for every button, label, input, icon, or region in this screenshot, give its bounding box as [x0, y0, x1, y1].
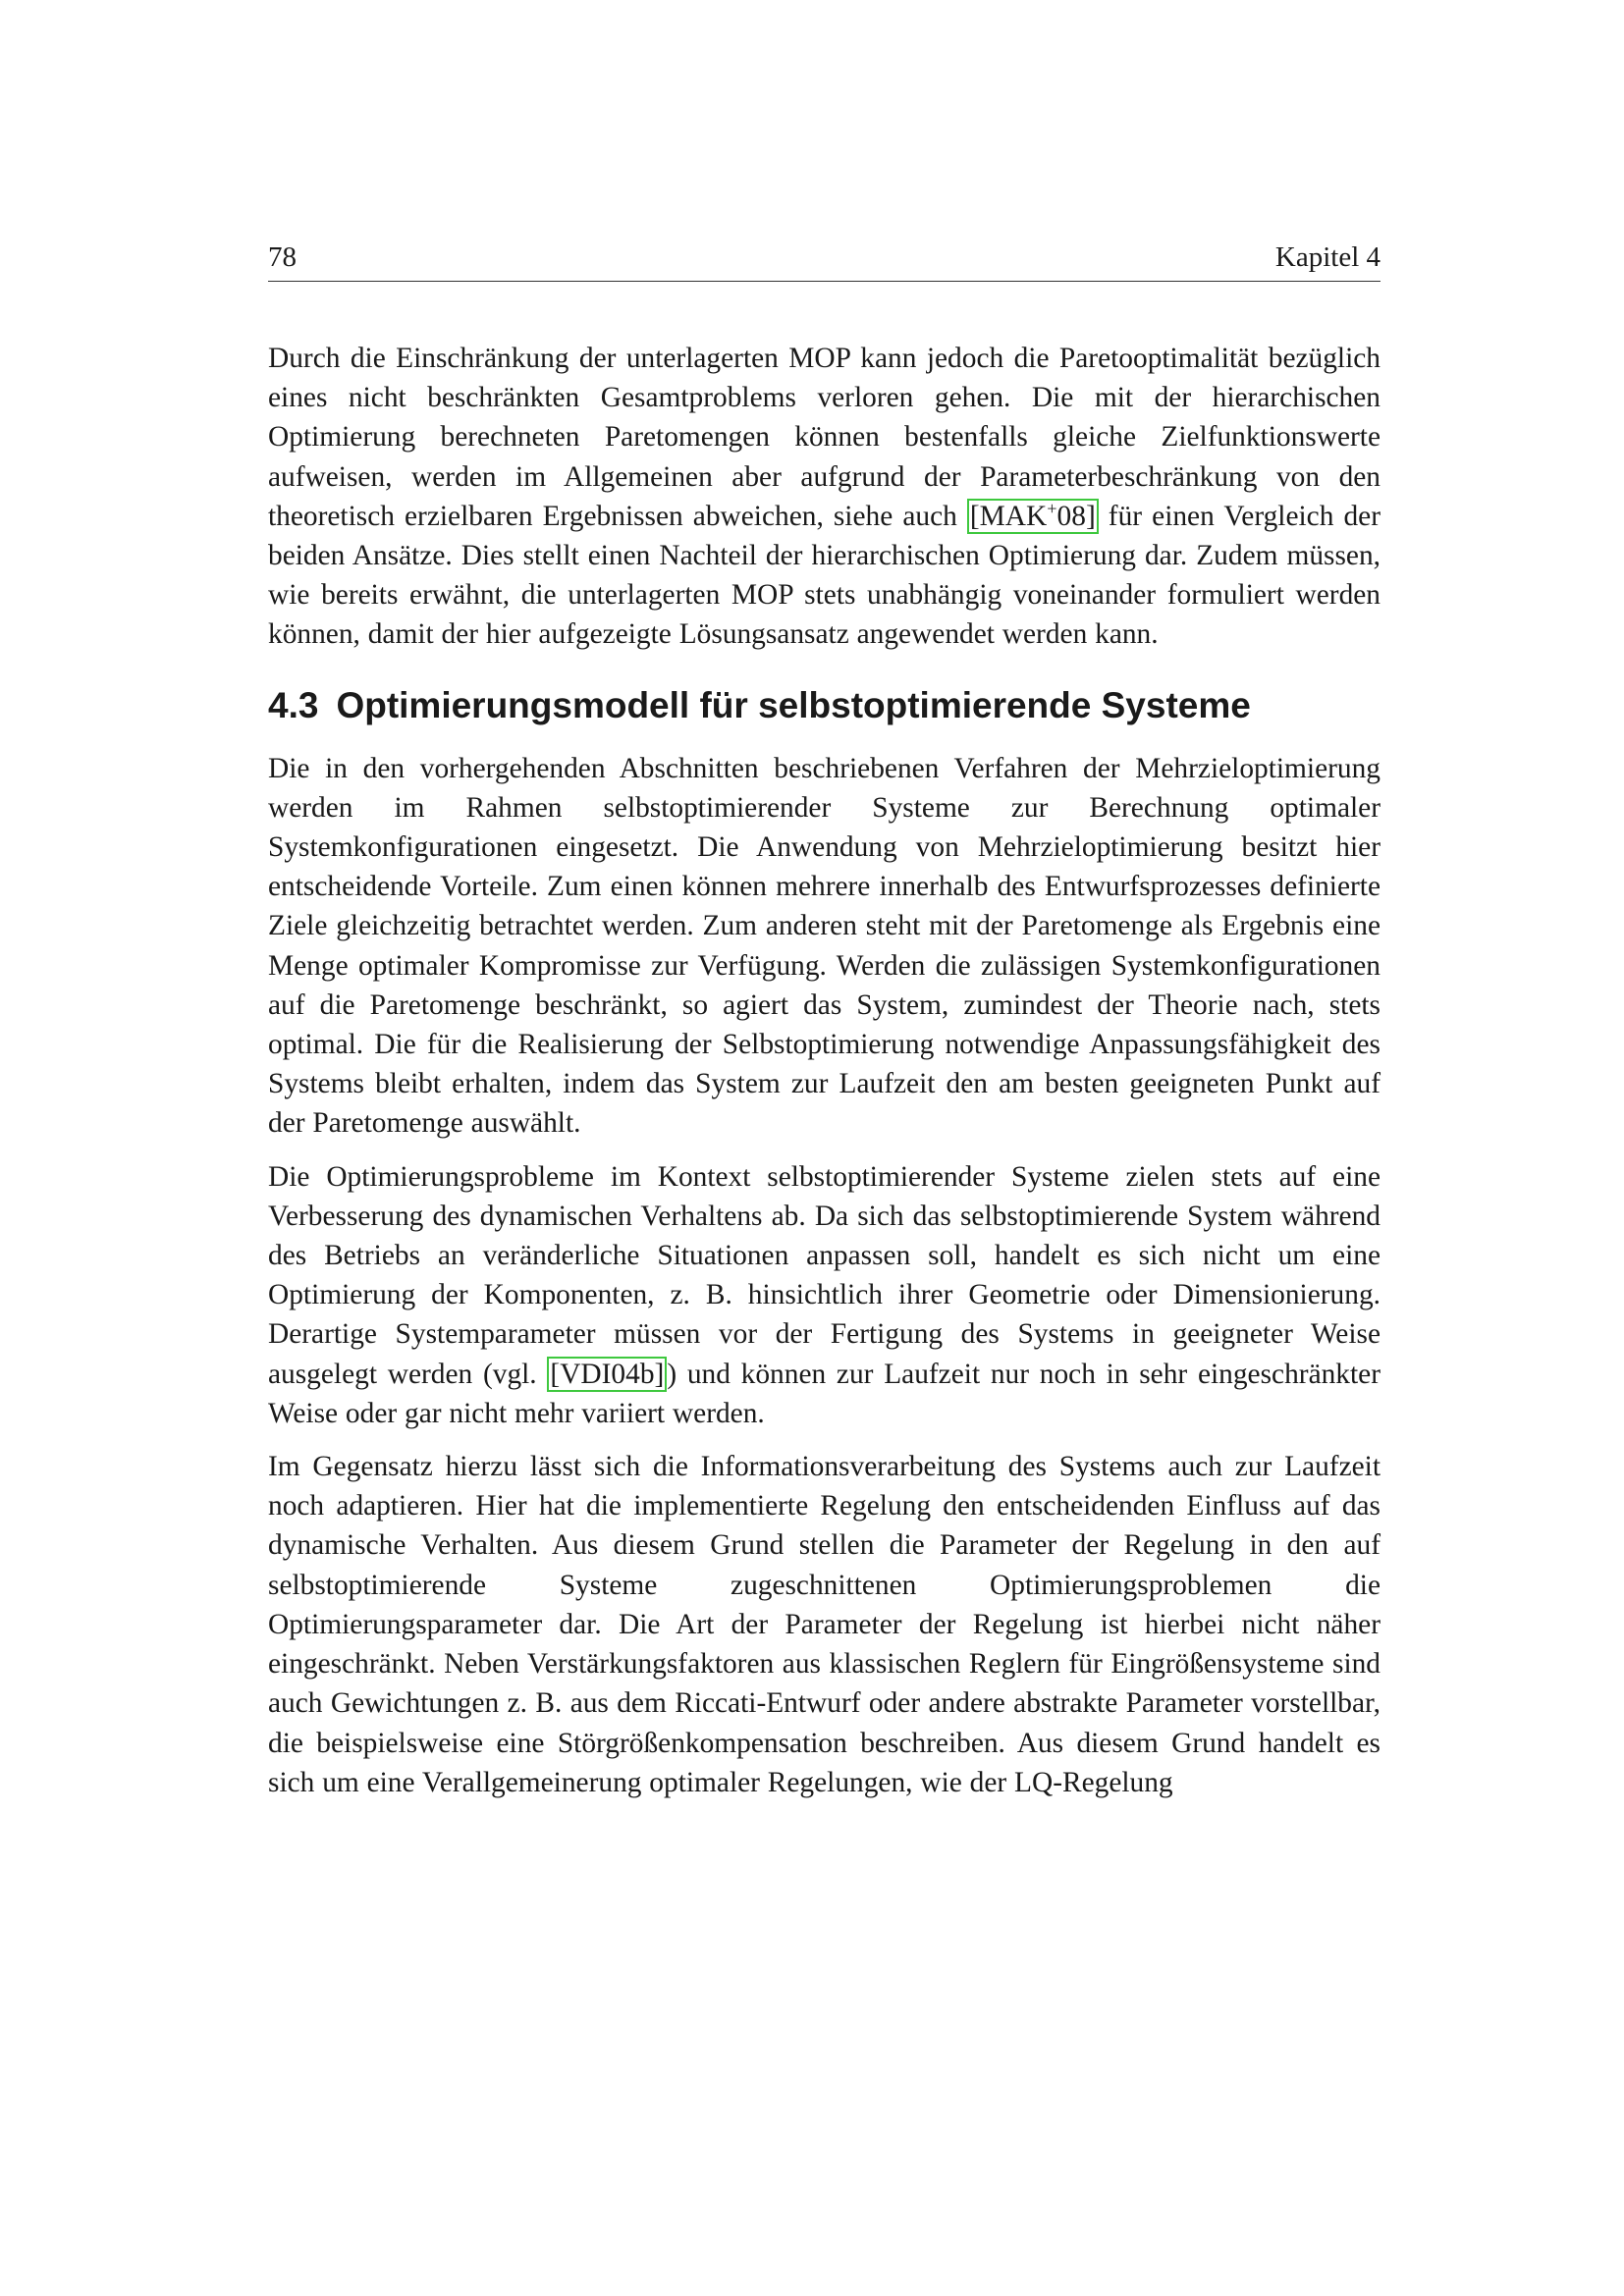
paragraph-pareto-loss [268, 339, 1380, 655]
section-number: 4.3 [268, 684, 319, 725]
paragraph-multiobjective: Die in den vorhergehenden Abschnitten beschriebenen Verfahren der Mehrzieloptimierung werden im Rahmen selbstoptimierender Systeme zur Berechnung optimaler Systemkonfigurationen eingesetzt. Die Anwendung von Mehrzieloptimierung besitzt hier entscheidende Vorteile. Zum einen können mehrere innerhalb des Entwurfsprozesses definierte Ziele gleichzeitig betrachtet werden. Zum anderen steht mit der Paretomenge als Ergebnis eine Menge optimaler Kompromisse zur Verfügung. Werden die zulässigen Systemkonfigurationen auf die Paretomenge beschränkt, so agiert das System, zumindest der Theorie nach, stets optimal. Die für die Realisierung der Selbstoptimierung notwendige Anpassungsfähigkeit des Systems bleibt erhalten, indem das System zur Laufzeit den am besten geeigneten Punkt auf der Paretomenge auswählt. [268, 752, 1380, 1140]
section-heading [268, 684, 1380, 727]
citation-text-tail: 08] [1056, 500, 1096, 532]
paragraph-dynamic-behavior [268, 1157, 1380, 1433]
page-number: 78 [268, 241, 297, 273]
paragraph-text: für einen Vergleich der beiden Ansätze. Dies stellt einen Nachteil der hierarchischen Optimierung dar. Zudem müssen, wie bereits erwähnt, die unterlagerten MOP stets unabhängig voneinander formuliert werden können, damit der hier aufgezeigte Lösungsansatz angewendet werden kann. [268, 500, 1381, 651]
section-title: Optimierungsmodell für selbstoptimierende Systeme [336, 684, 1251, 725]
page-header [268, 241, 1380, 282]
chapter-label: Kapitel 4 [1274, 241, 1380, 273]
citation-text: [MAK [969, 500, 1048, 532]
paragraph-text: Die Optimierungsprobleme im Kontext selbstoptimierender Systeme zielen stets auf eine Verbesserung des dynamischen Verhaltens ab. Da sich das selbstoptimierende System während des Betriebs an veränderliche Situationen anpassen soll, handelt es sich nicht um eine Optimierung der Komponenten, z. B. hinsichtlich ihrer Geometrie oder Dimensionierung. Derartige Systemparameter müssen vor der Fertigung des Systems in geeigneter Weise ausgelegt werden (vgl. [268, 1160, 1380, 1390]
paragraph-control-parameters: Im Gegensatz hierzu lässt sich die Informationsverarbeitung des Systems auch zur Laufzeit noch adaptieren. Hier hat die implementierte Regelung den entscheidenden Einfluss auf das dynamische Verhalten. Aus diesem Grund stellen die Parameter der Regelung in den auf selbstoptimierende Systeme zugeschnittenen Optimierungsproblemen die Optimierungsparameter dar. Die Art der Parameter der Regelung ist hierbei nicht näher eingeschränkt. Neben Verstärkungsfaktoren aus klassischen Reglern für Eingrößensysteme sind auch Gewichtungen z. B. aus dem Riccati-Entwurf oder andere abstrakte Parameter vorstellbar, die beispielsweise eine Störgrößenkompensation beschreiben. Aus diesem Grund handelt es sich um eine Verallgemeinerung optimaler Regelungen, wie der LQ-Regelung [268, 1451, 1380, 1798]
page-body [268, 339, 1380, 1802]
paragraph-text: Durch die Einschränkung der unterlagerten MOP kann jedoch die Paretooptimalität bezüglich eines nicht beschränkten Gesamtproblems verloren gehen. Die mit der hierarchischen Optimierung berechneten Paretomengen können bestenfalls gleiche Zielfunktionswerte aufweisen, werden im Allgemeinen aber aufgrund der Parameterbeschränkung von den theoretisch erzielbaren Ergebnissen abweichen, siehe auch [268, 343, 1380, 532]
citation-superscript: + [1047, 499, 1057, 519]
citation-mak08[interactable] [967, 499, 1099, 534]
paragraph-text: ) und können zur Laufzeit nur noch in sehr eingeschränkter Weise oder gar nicht mehr variiert werden. [268, 1358, 1380, 1429]
citation-vdi04b[interactable]: [VDI04b] [547, 1357, 667, 1392]
